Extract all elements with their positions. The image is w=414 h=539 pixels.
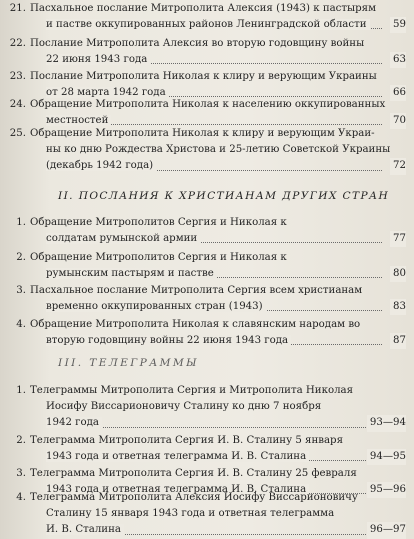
entry-line-last: румынским пастырям и пастве 80 (46, 266, 406, 282)
entry-line: Обращение Митрополитов Сергия и Николая к (30, 252, 287, 263)
entry-line: ны ко дню Рождества Христова и 25-летию Советской Украины (46, 144, 391, 156)
page-number: 94—95 (367, 449, 406, 465)
entry-line: Послание Митрополита Николая к клиру и верующим Украины (30, 71, 377, 82)
entry-line: Обращение Митрополита Николая к населению оккупированных (30, 99, 386, 110)
entry-number: 1. (16, 385, 26, 396)
section-heading: II. ПОСЛАНИЯ К ХРИСТИАНАМ ДРУГИХ СТРАН (58, 190, 390, 202)
entry-line: Пасхальное послание Митрополита Сергия всем христианам (30, 285, 363, 296)
entry-line: Обращение Митрополитов Сергия и Николая к (30, 217, 287, 228)
page-number: 87 (390, 333, 406, 349)
entry-number: 2. (16, 435, 26, 446)
entry-line: Телеграммы Митрополита Сергия и Митрополита Николая (30, 385, 354, 396)
entry-number: 21. (9, 3, 26, 14)
page-number: 59 (390, 17, 406, 33)
toc-entry (6, 490, 406, 539)
toc-entry (6, 215, 406, 247)
entry-line: Телеграмма Митрополита Алексия Иосифу Виссарионовичу (30, 492, 358, 503)
page-number: 96—97 (367, 522, 406, 538)
entry-line-last: временно оккупированных стран (1943) 83 (46, 299, 406, 315)
entry-line-last: вторую годовщину войны 22 июня 1943 года 87 (46, 333, 406, 349)
page-number: 95—96 (367, 482, 406, 498)
toc-entry (6, 1, 406, 33)
entry-line: Обращение Митрополита Николая к славянским народам во (30, 319, 361, 330)
entry-number: 1. (16, 217, 26, 228)
entry-line: Телеграмма Митрополита Сергия И. В. Сталину 5 января (30, 435, 344, 446)
entry-number: 3. (16, 468, 26, 479)
page-number: 77 (390, 231, 406, 247)
entry-number: 4. (16, 319, 26, 330)
toc-entry (6, 97, 406, 129)
entry-line-last: 1943 года и ответная телеграмма И. В. Сталина 94—95 (46, 449, 406, 465)
entry-number: 22. (9, 38, 26, 49)
entry-number: 25. (9, 128, 26, 139)
entry-line-last: 22 июня 1943 года 63 (46, 52, 406, 68)
page-number: 66 (390, 85, 406, 101)
entry-line: Сталину 15 января 1943 года и ответная телеграмма (46, 508, 335, 520)
entry-line-last: местностей 70 (46, 113, 406, 129)
entry-line-last: от 28 марта 1942 года 66 (46, 85, 406, 101)
toc-entry (6, 283, 406, 315)
toc-entry (6, 36, 406, 68)
page-number: 72 (390, 158, 406, 174)
toc-entry (6, 250, 406, 282)
page-number: 70 (390, 113, 406, 129)
entry-line: Иосифу Виссарионовичу Сталину ко дню 7 ноября (46, 401, 322, 413)
entry-line: Послание Митрополита Алексия во вторую годовщину войны (30, 38, 365, 49)
entry-number: 2. (16, 252, 26, 263)
entry-line-last: (декабрь 1942 года) 72 (46, 158, 406, 174)
page-number: 80 (390, 266, 406, 282)
entry-number: 4. (16, 492, 26, 503)
toc-entry (6, 433, 406, 465)
entry-line-last: и пастве оккупированных районов Ленинградской области 59 (46, 17, 406, 33)
entry-number: 3. (16, 285, 26, 296)
entry-number: 23. (9, 71, 26, 82)
page-number: 83 (390, 299, 406, 315)
toc-entry (6, 317, 406, 349)
page-number: 93—94 (367, 415, 406, 431)
entry-line-last: 1943 года и ответная телеграмма И. В. Сталина 95—96 (46, 482, 406, 498)
toc-entry (6, 126, 406, 175)
entry-line-last: И. В. Сталина 96—97 (46, 522, 406, 538)
entry-line: Обращение Митрополита Николая к клиру и верующим Украи- (30, 128, 375, 139)
toc-entry (6, 383, 406, 432)
entry-number: 24. (9, 99, 26, 110)
entry-line-last: 1942 года 93—94 (46, 415, 406, 431)
entry-line-last: солдатам румынской армии 77 (46, 231, 406, 247)
section-heading: III. ТЕЛЕГРАММЫ (58, 357, 199, 369)
entry-line: Пасхальное послание Митрополита Алексия (1943) к пастырям (30, 3, 377, 14)
entry-line: Телеграмма Митрополита Сергия И. В. Сталину 25 февраля (30, 468, 357, 479)
page-number: 63 (390, 52, 406, 68)
